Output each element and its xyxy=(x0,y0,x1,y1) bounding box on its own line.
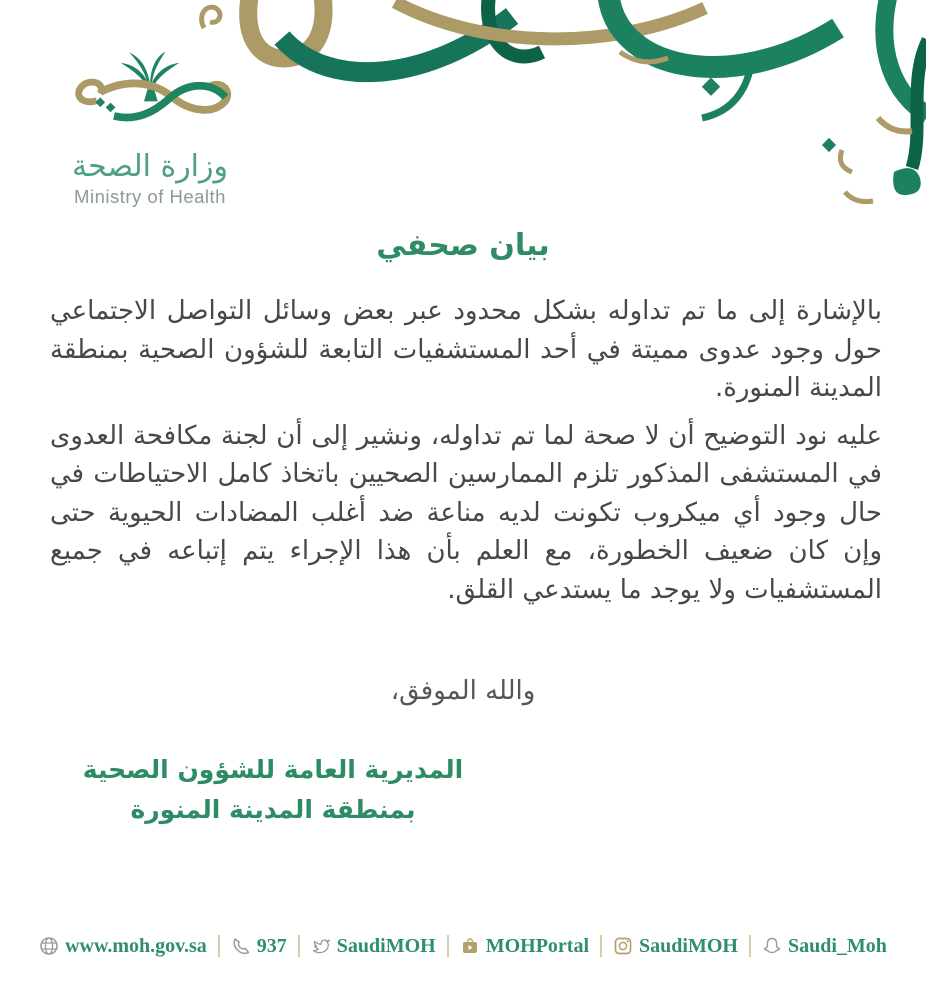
footer-divider xyxy=(298,935,300,957)
calligraphy-ornament xyxy=(190,0,926,220)
footer-item-snapchat xyxy=(762,935,887,958)
body-paragraph: بالإشارة إلى ما تم تداوله بشكل محدود عبر بعض وسائل التواصل الاجتماعي حول وجود عدوى مميتة في أحد المستشفيات التابعة للشؤون الصحية بمنطقة المدينة المنورة. xyxy=(50,296,882,403)
snapchat-handle: Saudi_Moh xyxy=(787,934,887,957)
youtube-handle: MOHPortal xyxy=(485,934,590,957)
footer-item-twitter xyxy=(311,935,436,958)
moh-logo xyxy=(52,36,248,208)
signature-line-2: بمنطقة المدينة المنورة xyxy=(130,795,416,824)
footer-item-website xyxy=(39,935,207,958)
signature-block xyxy=(68,750,478,830)
globe-icon xyxy=(39,936,59,956)
footer-divider xyxy=(600,935,602,957)
footer-divider xyxy=(218,935,220,957)
instagram-handle: SaudiMOH xyxy=(639,934,738,957)
footer-divider xyxy=(447,935,449,957)
body-paragraph: عليه نود التوضيح أن لا صحة لما تم تداوله، ونشير إلى أن لجنة مكافحة العدوى في المستشفى المذكور تلزم الممارسين الصحيين باتخاذ كامل الاحتياطات في حال وجود أي ميكروب تكونت لديه مناعة ضد أغلب المضادات الحيوية حتى وإن كان ضعيف الخطورة، مع العلم بأن هذا الإجراء يتم إتباعه في جميع المستشفيات ولا يوجد ما يستدعي القلق. xyxy=(50,420,882,605)
twitter-handle: SaudiMOH xyxy=(336,934,436,957)
logo-wordmark-arabic: وزارة الصحة xyxy=(72,149,228,184)
press-release-title: بيان صحفي xyxy=(376,228,550,263)
footer-item-phone xyxy=(231,935,287,958)
press-release-body xyxy=(50,292,882,618)
closing-line: والله الموفق، xyxy=(390,676,536,706)
youtube-icon xyxy=(460,936,480,956)
logo-wordmark-english: Ministry of Health xyxy=(74,186,226,207)
footer-item-youtube xyxy=(460,935,589,958)
footer-item-instagram xyxy=(613,935,738,958)
phone-number: 937 xyxy=(256,934,287,957)
palm-swirl-icon xyxy=(66,36,234,148)
snapchat-icon xyxy=(762,936,782,956)
phone-icon xyxy=(231,936,251,956)
contact-footer xyxy=(0,929,926,963)
footer-divider xyxy=(749,935,751,957)
website-url: www.moh.gov.sa xyxy=(65,934,207,957)
instagram-icon xyxy=(613,936,633,956)
signature-line-1: المديرية العامة للشؤون الصحية xyxy=(82,755,464,784)
twitter-icon xyxy=(311,936,331,956)
